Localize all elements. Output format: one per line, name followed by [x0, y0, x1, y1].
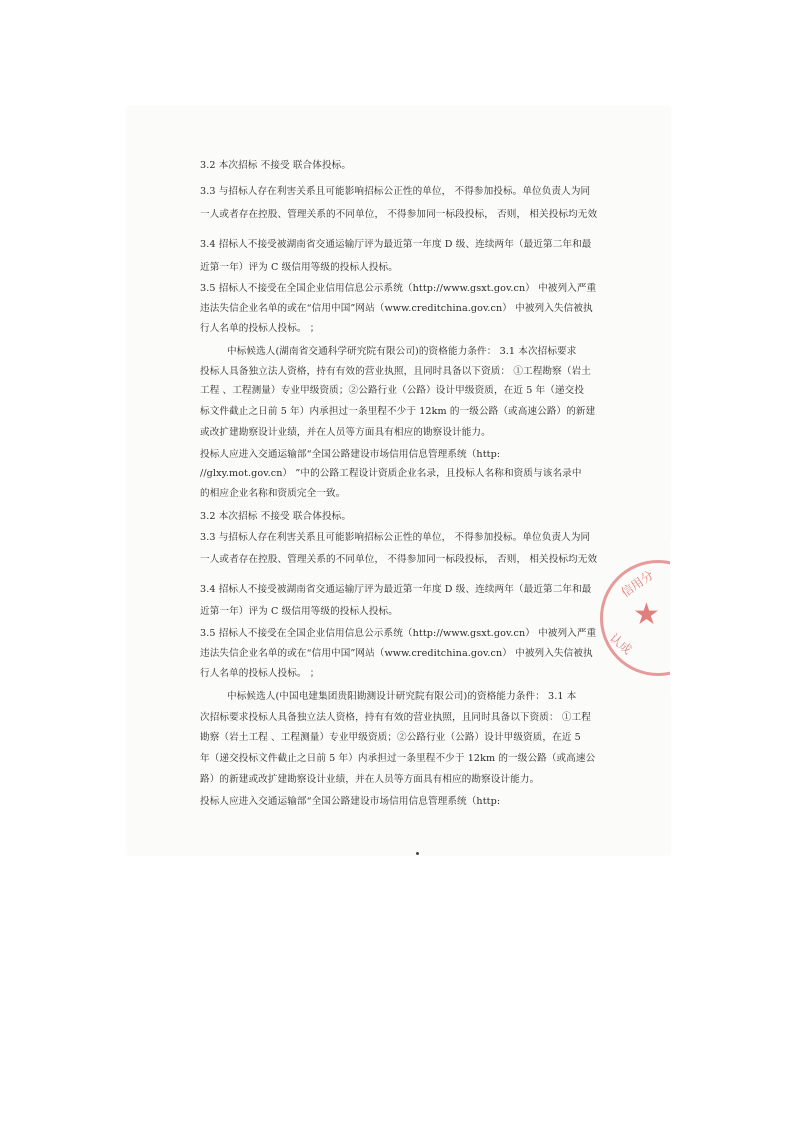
text-line: 违法失信企业名单的或在“信用中国”网站（www.creditchina.gov.cn） 中被列入失信被执 — [200, 303, 593, 314]
stamp-text-bottom: 认成 — [606, 630, 635, 657]
text-line: 年（递交投标文件截止之日前 5 年）内承担过一条里程不少于 12km 的一级公路（或高速公 — [200, 753, 596, 764]
text-line: 投标人应进入交通运输部“全国公路建设市场信用信息管理系统（http: — [200, 449, 501, 460]
text-line: 3.5 招标人不接受在全国企业信用信息公示系统（http://www.gsxt.gov.cn） 中被列入严重 — [200, 283, 597, 294]
text-line: 3.4 招标人不接受被湖南省交通运输厅评为最近第一年度 D 级、连续两年（最近第二年和最 — [200, 239, 592, 250]
text-line: 中标候选人(湖南省交通科学研究院有限公司)的资格能力条件： 3.1 本次招标要求 — [227, 346, 577, 357]
text-line: 近第一年）评为 C 级信用等级的投标人投标。 — [200, 606, 398, 617]
page-edge — [670, 540, 730, 690]
text-line: 行人名单的投标人投标。 ； — [200, 668, 320, 679]
text-line: 一人或者存在控股、管理关系的不同单位， 不得参加同一标段投标， 否则， 相关投标均无效 — [200, 554, 598, 565]
text-line: 3.2 本次招标 不接受 联合体投标。 — [200, 511, 352, 522]
text-line: 3.4 招标人不接受被湖南省交通运输厅评为最近第一年度 D 级、连续两年（最近第二年和最 — [200, 584, 592, 595]
text-line: 的相应企业名称和资质完全一致。 — [200, 488, 346, 499]
text-line: 投标人应进入交通运输部“全国公路建设市场信用信息管理系统（http: — [200, 796, 501, 807]
text-line: //glxy.mot.gov.cn） ”中的公路工程设计资质企业名录，且投标人名称和资质与该名录中 — [200, 468, 582, 479]
text-line: 次招标要求投标人具备独立法人资格，持有有效的营业执照，且同时具备以下资质： ①工程 — [200, 712, 591, 723]
text-line: 路）的新建或改扩建勘察设计业绩，并在人员等方面具有相应的勘察设计能力。 — [200, 774, 540, 785]
text-line: 违法失信企业名单的或在“信用中国”网站（www.creditchina.gov.cn） 中被列入失信被执 — [200, 648, 593, 659]
text-line: 勘察（岩土工程 、工程测量）专业甲级资质；②公路行业（公路）设计甲级资质，在近 5 — [200, 732, 581, 743]
star-icon: ★ — [633, 597, 660, 632]
text-line: 中标候选人(中国电建集团贵阳勘测设计研究院有限公司)的资格能力条件： 3.1 本 — [227, 691, 577, 702]
text-line: 3.3 与招标人存在利害关系且可能影响招标公正性的单位， 不得参加投标。单位负责人为同 — [200, 186, 591, 197]
text-line: 一人或者存在控股、管理关系的不同单位， 不得参加同一标段投标， 否则， 相关投标均无效 — [200, 209, 598, 220]
text-line: 3.2 本次招标 不接受 联合体投标。 — [200, 160, 352, 171]
text-line: 标文件截止之日前 5 年）内承担过一条里程不少于 12km 的一级公路（或高速公路）的新建 — [200, 406, 596, 417]
text-line: 工程 、工程测量）专业甲级资质；②公路行业（公路）设计甲级资质，在近 5 年（递交投 — [200, 385, 585, 396]
text-line: 近第一年）评为 C 级信用等级的投标人投标。 — [200, 262, 398, 273]
text-line: 行人名单的投标人投标。 ； — [200, 323, 320, 334]
stamp-text-top: 信用分 — [618, 567, 657, 600]
scan-dot — [416, 852, 419, 855]
text-line: 3.3 与招标人存在利害关系且可能影响招标公正性的单位， 不得参加投标。单位负责人为同 — [200, 532, 591, 543]
text-line: 3.5 招标人不接受在全国企业信用信息公示系统（http://www.gsxt.gov.cn） 中被列入严重 — [200, 628, 597, 639]
text-line: 或改扩建勘察设计业绩，并在人员等方面具有相应的勘察设计能力。 — [200, 427, 491, 438]
text-line: 投标人具备独立法人资格，持有有效的营业执照，且同时具备以下资质： ①工程勘察（岩土 — [200, 366, 591, 377]
